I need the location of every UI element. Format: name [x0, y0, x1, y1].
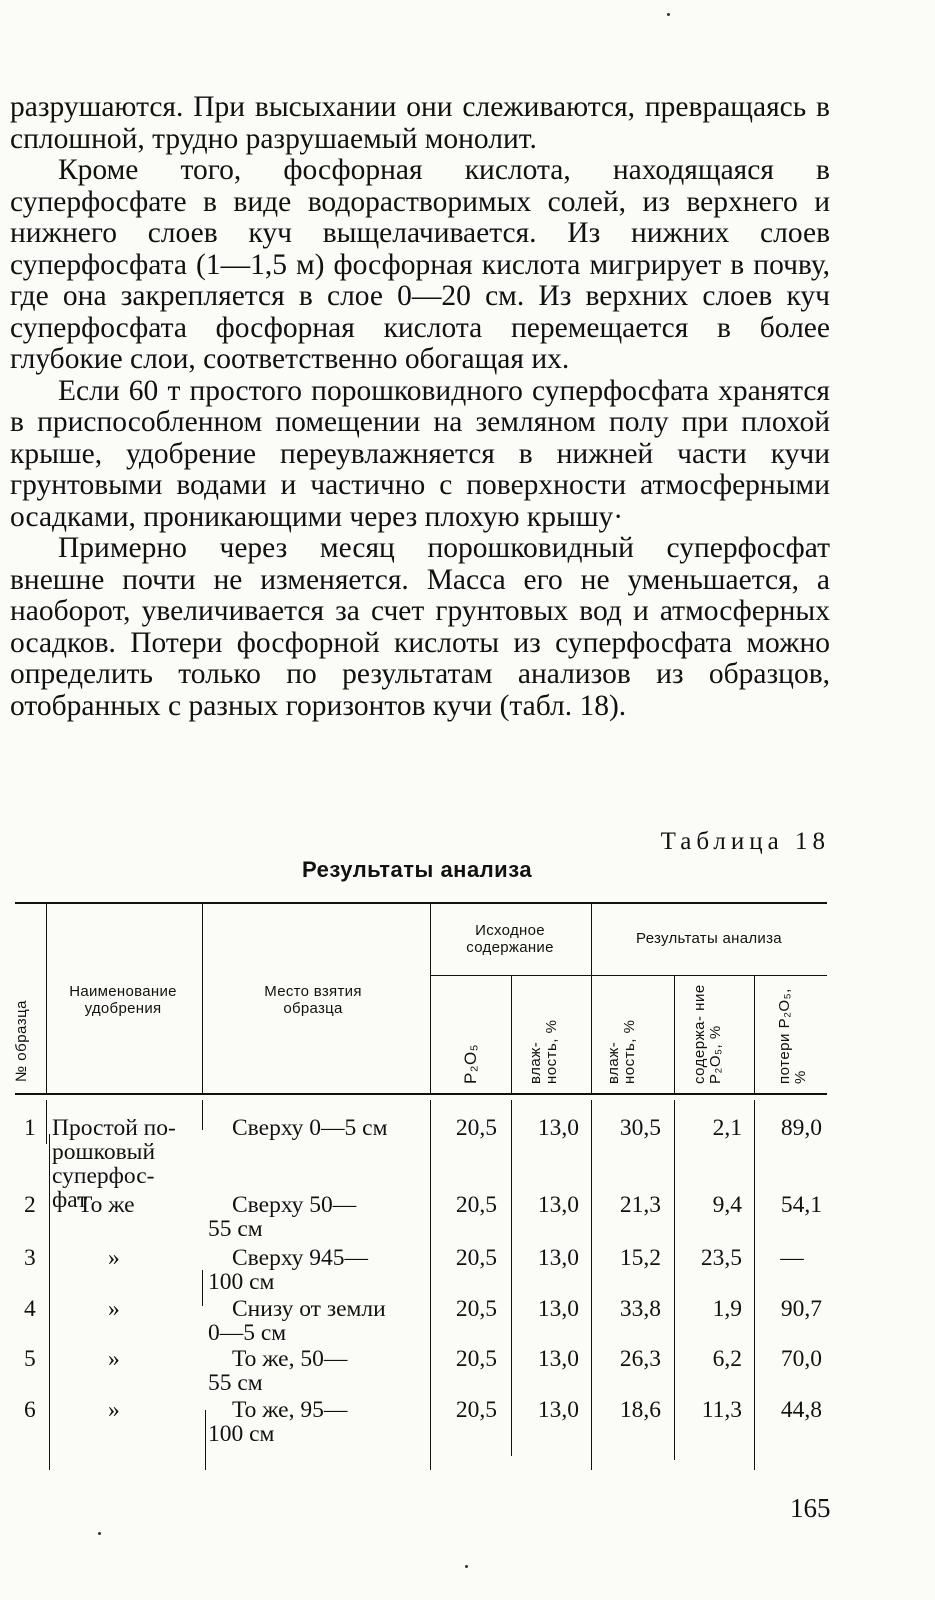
vrule — [511, 976, 512, 1093]
cell-moisture-initial: 13,0 — [537, 1346, 579, 1372]
cell-moisture-initial: 13,0 — [537, 1397, 579, 1423]
header-bottom-rule — [15, 1093, 827, 1095]
cell-sample-place: 100 см — [208, 1269, 275, 1295]
vrule — [674, 976, 675, 1093]
cell-p2o5-content: 11,3 — [701, 1397, 742, 1423]
cell-sample-no: 1 — [24, 1115, 36, 1141]
cell-p2o5-content: 23,5 — [700, 1245, 742, 1271]
table-top-rule — [15, 902, 827, 904]
cell-p2o5-loss: — — [780, 1245, 804, 1271]
cell-sample-no: 3 — [24, 1245, 36, 1271]
cell-fertilizer-name: Простой по- — [52, 1115, 176, 1141]
cell-p2o5-loss: 44,8 — [780, 1397, 822, 1423]
cell-p2o5-loss: 89,0 — [780, 1115, 822, 1141]
header-content-p2o5: содержа- ние P₂O₅, % — [691, 984, 724, 1084]
vrule — [754, 976, 755, 1093]
cell-p2o5-content: 9,4 — [712, 1192, 742, 1218]
paragraph-4: Примерно через месяц порошковидный суперфосфат внешне почти не изменяется. Масса его не уменьшается, а наоборот, увеличивается за счет грунтовых вод и атмосферных осадков. Потери фосфорной кислоты из суперфосфата можно определить только по результатам анализов из образцов, отобранных с разных горизонтов кучи (табл. 18). — [10, 532, 830, 722]
vrule — [202, 904, 203, 1093]
header-fertilizer: Наименование удобрения — [69, 983, 177, 1017]
header-initial-group: Исходное содержание — [466, 922, 554, 956]
vrule — [591, 904, 592, 1093]
cell-p2o5-loss: 54,1 — [780, 1192, 822, 1218]
cell-sample-place: То же, 50— — [232, 1346, 348, 1372]
speck — [465, 1565, 468, 1568]
cell-moisture-result: 18,6 — [619, 1397, 661, 1423]
cell-sample-no: 2 — [24, 1192, 36, 1218]
cell-sample-no: 4 — [24, 1296, 36, 1322]
cell-sample-place: 100 см — [208, 1421, 275, 1447]
header-moisture-result: влаж- ность, % — [605, 1019, 638, 1084]
paragraph-1: разрушаются. При высыхании они слеживаются, превращаясь в сплошной, трудно разрушаемый монолит. — [10, 91, 830, 155]
cell-fertilizer-name: То же — [78, 1192, 135, 1218]
cell-moisture-result: 26,3 — [619, 1346, 661, 1372]
cell-sample-place: Снизу от земли — [232, 1296, 386, 1322]
cell-fertilizer-name: суперфос- — [52, 1163, 155, 1189]
cell-fertilizer-name: » — [108, 1296, 120, 1322]
cell-sample-place: Сверху 945— — [232, 1245, 369, 1271]
header-moisture-initial: влаж- ность, % — [527, 1019, 560, 1084]
cell-moisture-result: 33,8 — [619, 1296, 661, 1322]
cell-sample-no: 6 — [24, 1397, 36, 1423]
cell-moisture-result: 30,5 — [619, 1115, 661, 1141]
cell-fertilizer-name: » — [108, 1346, 120, 1372]
header-sample-no: № образца — [13, 999, 30, 1082]
header-loss-p2o5: потери P₂O₅, % — [776, 988, 809, 1084]
vrule — [430, 904, 431, 1093]
vrule — [46, 904, 47, 1093]
vrule — [202, 1100, 203, 1130]
cell-moisture-result: 21,3 — [619, 1192, 661, 1218]
cell-sample-place: 0—5 см — [208, 1320, 287, 1346]
cell-p2o5-initial: 20,5 — [455, 1115, 497, 1141]
paragraph-2: Кроме того, фосфорная кислота, находящаяся в суперфосфате в виде водорастворимых солей, из верхнего и нижнего слоев куч выщелачивается. Из нижних слоев суперфосфата (1—1,5 м) фосфорная кислота мигрирует в почву, где она закрепляется в слое 0—20 см. Из верхних слоев куч суперфосфата фосфорная кислота перемещается в более глубокие слои, соответственно обогащая их. — [10, 154, 830, 375]
cell-fertilizer-name: » — [108, 1397, 120, 1423]
cell-p2o5-content: 2,1 — [712, 1115, 742, 1141]
cell-sample-place: 55 см — [208, 1370, 263, 1396]
group-header-rule — [430, 975, 827, 976]
cell-fertilizer-name: рошковый — [52, 1139, 156, 1165]
cell-moisture-initial: 13,0 — [537, 1192, 579, 1218]
paragraph-3: Если 60 т простого порошковидного суперфосфата хранятся в приспособленном помещении на земляном полу при плохой крыше, удобрение переувлажняется в нижней части кучи грунтовыми водами и частично с поверхности атмосферными осадками, проникающими через плохую крышу· — [10, 374, 830, 533]
header-results-group: Результаты анализа — [636, 930, 782, 947]
cell-p2o5-initial: 20,5 — [455, 1397, 497, 1423]
cell-p2o5-loss: 70,0 — [780, 1346, 822, 1372]
header-place: Место взятия образца — [264, 983, 362, 1017]
cell-moisture-initial: 13,0 — [537, 1245, 579, 1271]
cell-p2o5-initial: 20,5 — [455, 1192, 497, 1218]
cell-sample-place: То же, 95— — [232, 1397, 348, 1423]
speck — [98, 1532, 101, 1535]
cell-p2o5-initial: 20,5 — [455, 1346, 497, 1372]
cell-sample-place: Сверху 0—5 см — [232, 1115, 388, 1141]
cell-p2o5-content: 6,2 — [712, 1346, 742, 1372]
cell-sample-no: 5 — [24, 1346, 36, 1372]
cell-moisture-initial: 13,0 — [537, 1115, 579, 1141]
cell-p2o5-content: 1,9 — [712, 1296, 742, 1322]
vrule — [46, 1122, 47, 1144]
cell-sample-place: 55 см — [208, 1216, 263, 1242]
cell-p2o5-loss: 90,7 — [780, 1296, 822, 1322]
cell-fertilizer-name: фат — [52, 1187, 88, 1213]
vrule — [49, 1134, 50, 1470]
cell-fertilizer-name: » — [108, 1245, 120, 1271]
cell-moisture-result: 15,2 — [619, 1245, 661, 1271]
cell-p2o5-initial: 20,5 — [455, 1296, 497, 1322]
cell-sample-place: Сверху 50— — [232, 1192, 357, 1218]
speck — [667, 13, 670, 16]
header-p2o5: P₂O₅ — [461, 1043, 480, 1084]
cell-p2o5-initial: 20,5 — [455, 1245, 497, 1271]
cell-moisture-initial: 13,0 — [537, 1296, 579, 1322]
table-number: Таблица 18 — [660, 828, 830, 855]
page-number: 165 — [790, 1493, 831, 1523]
table-title: Результаты анализа — [302, 857, 533, 882]
